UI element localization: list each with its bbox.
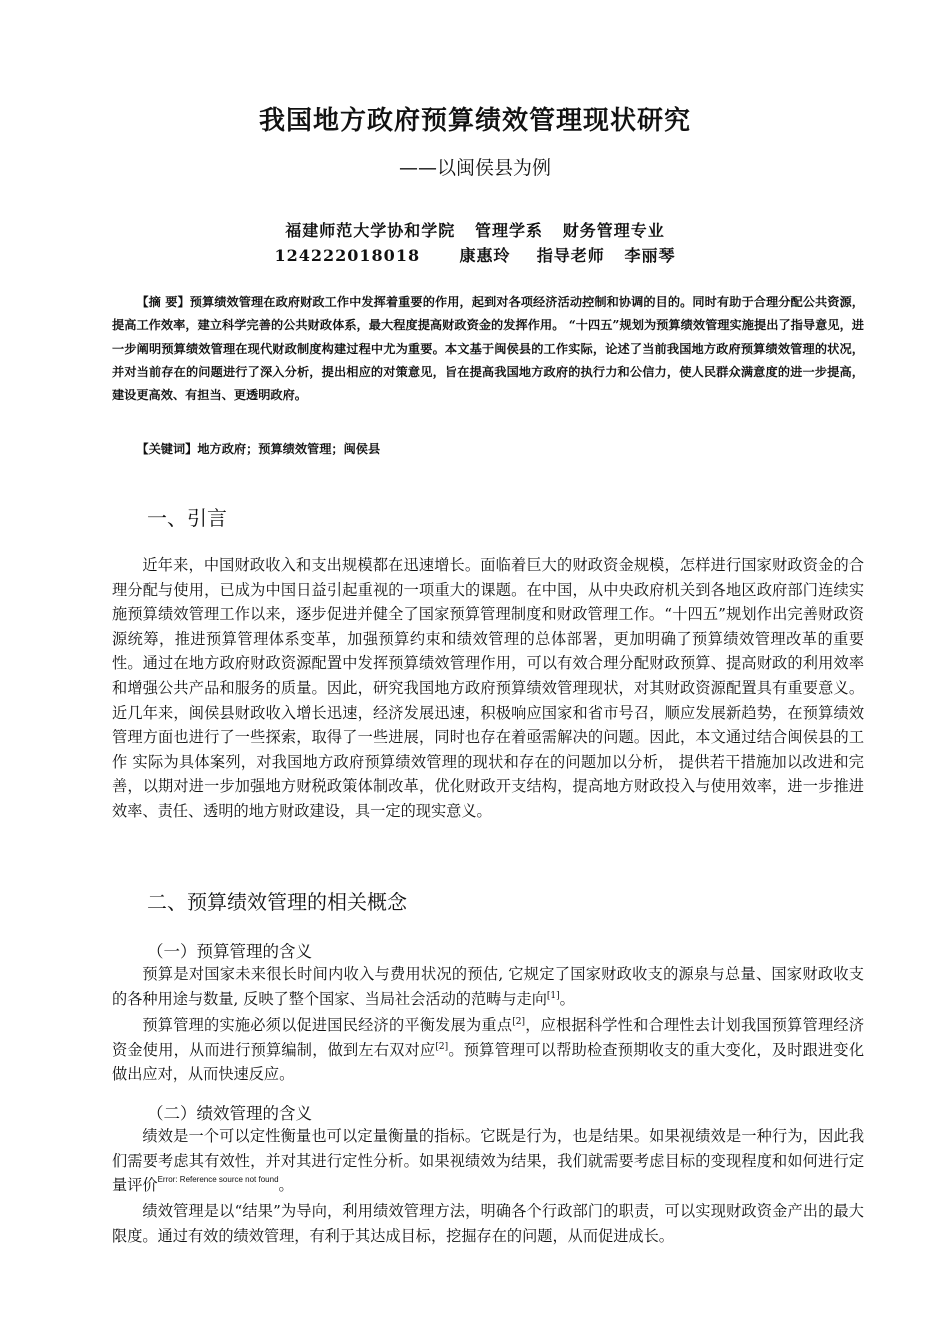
- author-affiliation: 福建师范大学协和学院 管理学系 财务管理专业: [285, 221, 665, 240]
- introduction-paragraph: 近年来，中国财政收入和支出规模都在迅速增长。面临着巨大的财政资金规模，怎样进行国家财政资金的合理分配与使用，已成为中国日益引起重视的一项重大的课题。在中国，从中央政府机关到各地区政府部门连续实施预算绩效管理工作以来，逐步促进并健全了国家预算管理制度和财政管理工作。“十四五”规划作出完善财政资源统筹，推进预算管理体系变革，加强预算约束和绩效管理的总体部署，更加明确了预算绩效管理改革的重要性。通过在地方政府财政资源配置中发挥预算绩效管理作用，可以有效合理分配财政预算、提高财政的利用效率和增强公共产品和服务的质量。因此，研究我国地方政府预算绩效管理现状，对其财政资源配置具有重要意义。近几年来，闽侯县财政收入增长迅速，经济发展迅速，积极响应国家和省市号召，顺应发展新趋势，在预算绩效管理方面也进行了一些探索，取得了一些进展，同时也存在着亟需解决的问题。因此，本文通过结合闽侯县的工作 实际为具体案列，对我国地方政府预算绩效管理的现状和存在的问题加以分析， 提供若干措施加以改进和完善，以期对进一步加强地方财税政策体制改革，优化财政开支结构，提高地方财政投入与使用效率，进一步推进效率、责任、透明的地方财政建设，具一定的现实意义。: [112, 556, 864, 820]
- budget-management-paragraph: [112, 1013, 864, 1087]
- performance-management-paragraph: 绩效管理是以“结果”为导向，利用绩效管理方法，明确各个行政部门的职责，可以实现财政资金产出的最大限度。通过有效的绩效管理，有利于其达成目标，挖掘存在的问题，从而促进成长。: [112, 1202, 864, 1245]
- paragraph-text: 绩效是一个可以定性衡量也可以定量衡量的指标。它既是行为，也是结果。如果视绩效是一种行为，因此我们需要考虑其有效性，并对其进行定性分析。如果视绩效为结果，我们就需要考虑目标的变现程度和如何进行定量评价: [112, 1127, 864, 1194]
- performance-definition-paragraph: [112, 1124, 864, 1198]
- abstract-label: 【摘 要】: [136, 295, 190, 309]
- punctuation: 。: [559, 989, 575, 1008]
- abstract: [112, 291, 864, 407]
- reference-error-field: Error: Reference source not found: [157, 1175, 279, 1184]
- section-heading-introduction: 一、引言: [147, 506, 227, 530]
- subsection-heading-budget-management: （一）预算管理的含义: [147, 942, 312, 961]
- abstract-text: 预算绩效管理在政府财政工作中发挥着重要的作用，起到对各项经济活动控制和协调的目的。同时有助于合理分配公共资源，提高工作效率，建立科学完善的公共财政体系，最大程度提高财政资金的发挥作用。 “十四五”规划为预算绩效管理实施提出了指导意见，进一步阐明预算绩效管理在现代财政制度构建过程中尤为重要。本文基于闽侯县的工作实际，论述了当前我国地方政府预算绩效管理的状况，并对当前存在的问题进行了深入分析，提出相应的对策意见，旨在提高我国地方政府的执行力和公信力，使人民群众满意度的进一步提高，建设更高效、有担当、更透明政府。: [112, 295, 864, 403]
- author-info: 124222018018 康惠玲 指导老师 李丽琴: [274, 246, 676, 265]
- paper-subtitle: ——以闽侯县为例: [398, 157, 551, 179]
- citation-ref[interactable]: [1]: [546, 990, 560, 1001]
- paragraph-text: 预算管理的实施必须以促进国民经济的平衡发展为重点: [142, 1016, 513, 1034]
- subsection-heading-performance-management: （二）绩效管理的含义: [147, 1104, 312, 1123]
- paragraph-text: ，应根据科学性和合理性去计划我国预算管理经济资金使用，从而进行预算编制，做到左右双对应: [112, 1016, 865, 1059]
- paper-title: 我国地方政府预算绩效管理现状研究: [258, 106, 691, 136]
- keywords: [112, 440, 864, 457]
- keywords-text: 地方政府；预算绩效管理；闽侯县: [197, 442, 381, 456]
- paragraph-text: 预算是对国家未来很长时间内收入与费用状况的预估, 它规定了国家财政收支的源泉与总量、国家财政收支的各种用途与数量, 反映了整个国家、当局社会活动的范畴与走向: [112, 965, 864, 1008]
- citation-ref[interactable]: [2]: [435, 1041, 449, 1052]
- paragraph-text: 。预算管理可以帮助检查预期收支的重大变化，及时跟进变化做出应对，从而快速反应。: [112, 1040, 865, 1083]
- citation-ref[interactable]: [2]: [512, 1016, 525, 1027]
- punctuation: 。: [278, 1176, 294, 1194]
- section-heading-concepts: 二、预算绩效管理的相关概念: [147, 890, 407, 914]
- keywords-label: 【关键词】: [136, 442, 198, 456]
- budget-definition-paragraph: [112, 962, 864, 1011]
